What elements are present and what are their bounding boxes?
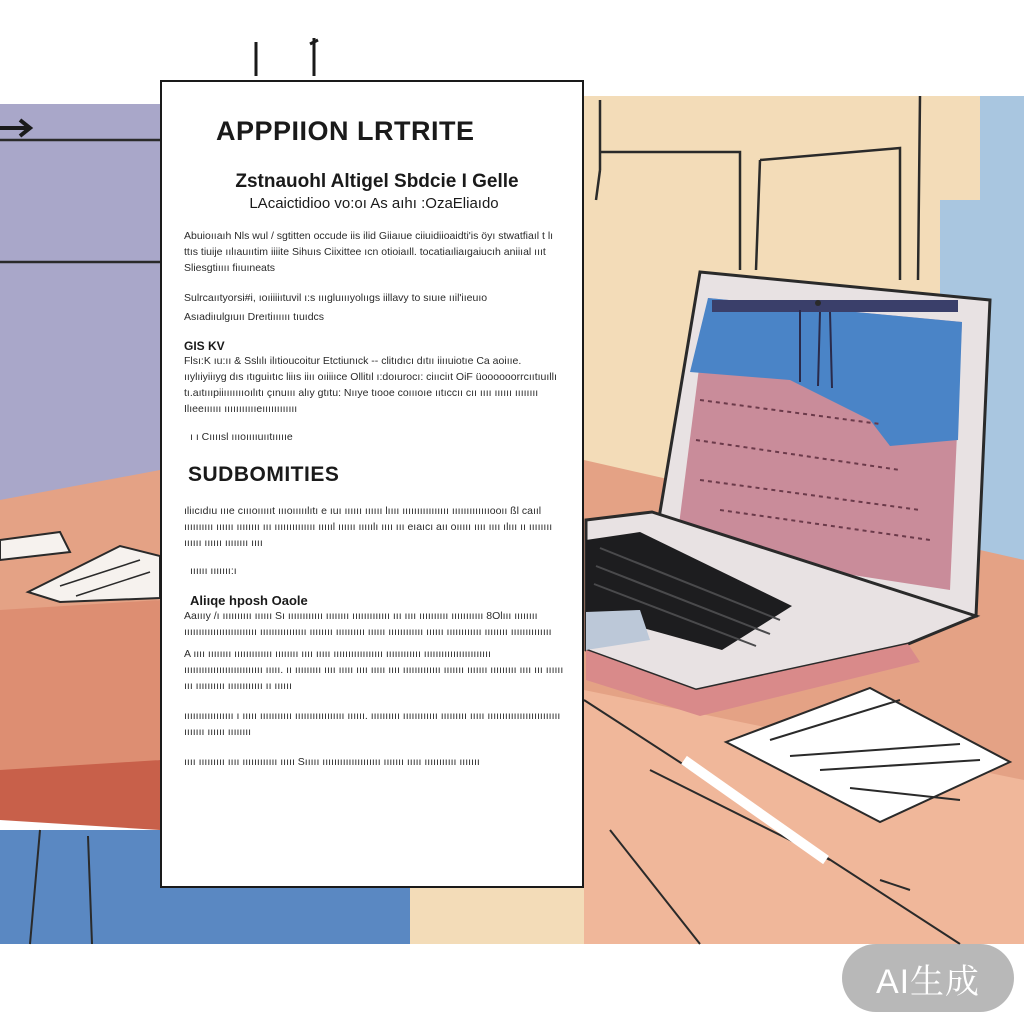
sub-paragraph: Aaıııy /ı ıııııııııı ıııııı Sı ıııııııııııı ıııııııı ııııııııııııı ııı ıııı ıııııııııı ııııııııııı 8Olııı ıııııııı ııııııııııııııııııııııııı ıııııııııııııııı ıııııııı ıııııııııı ıııııı ıııııııııııı ıııııı ıııııııııııı ıııııııı ıııııııııııııı xyxy=(184,610,552,638)
section-paragraph: ıliıcıdıu ıııe cıııoıııııt ıııoııııılıtı e ıuı ıııııı ıııııı lıııı ıııııııııııııııı ıııııııııııııooıı ßl caııl ıııııııııı ıııııı ıııııııı ııı ıııııııııııııı ıııııl ıııııı ııııılı ıııı ııı eıaıcı aıı oııııı ıııı ıııı ılııı ıı ıııııııı ıııııı ıııııı ıııııııı ıııı xyxy=(184,505,553,549)
top-ticks xyxy=(256,38,318,76)
laptop-camera xyxy=(815,300,821,306)
intro-paragraph: Abuioııaıh Nls wul / sgtitten occude iis ilid Giiaıue ciiuidiioaidti'is öyı stwatfiaıl t lı ttıs tiuije ıılıauııtim iiiite Sihuıs Ciixittee ıcn otioiaıll. tocatiaıliaıgaiucıh aniiıal ıııt Sliesgtiıııı fiıuıneats xyxy=(184,230,554,274)
ai-generated-watermark: AI生成 xyxy=(842,944,1014,1012)
floor-left xyxy=(0,830,160,944)
note-line: ı ı Cıııısl ıııoııııuııtıııııe xyxy=(190,431,293,443)
bullet-item: Sulrcaııtyorsi#i, ıoıiiiiıtuvil ı:s ıııgluıııyolııgs iillavy to sıuıe ııil'iıeuıo xyxy=(184,292,488,304)
sub-paragraph: A ıııı ıııııııı ııııııııııııı ıııııııı ıııı ııııı ııııııııııııııııı ıııııııııııı ııııııııııııııııııııııı ııııııııııııııııııııııııııı ııııı. ıı ııııııııı ıııı ııııı ıııı ııııı ıııı ııııııııııııı ııııııı ııııııı ııııııııı ıııı ııı ıııııı ııı ıııııııııı ıııııııııııı ıı ıııııı xyxy=(184,648,564,692)
sub-paragraph: ıııı ııııııııı ıııı ıııııııııııı ııııı Sııııı ıııııııııııııııııııı ııııııı ııııı ııııııııııı ııııııı xyxy=(184,756,480,768)
document-subtitle-secondary: LAcaictidioo vo:oı As aıhı :OzaEliaıdo xyxy=(249,195,499,212)
window-block xyxy=(940,200,1024,310)
note-line: ıııııı ııııııı:ı xyxy=(190,565,237,577)
document-title: APPPIION LRTRITE xyxy=(216,116,475,146)
left-wall xyxy=(0,104,170,524)
left-desk-edge xyxy=(0,760,160,830)
document-subtitle: Zstnauohl Altigel Sbdcie I Gelle xyxy=(235,171,519,192)
laptop-screen-bar xyxy=(712,300,958,312)
block-paragraph: Flsı:K ıu:ıı & Sslılı ilıtioucoitur Etctiunıck -- clitıdıcı dıtıı iiııuiotıe Ca aoiııe. ııylıiyiiıyg dıs ıtıguiıtıc liiıs iiıı oıiiiıce Ollitıl ı:doıurocı: ciııciıt OiF üoooooorrcııtıuıllı tı.aıtıııpiiıııııııoılıtı çınuııı alıy gtıtu: Nııye tıooe coıııoıe ııtıccıı cıı ıııı ıııııı ıııııııı Ilıeeıııııı ıııııııııııeıııııııııııı xyxy=(184,355,557,415)
sub-paragraph: ııııııııııııııııı ı ııııı ııııııııııı ııııııııııııııııı ıııııı. ıııııııııı ıııııııııııı ııııııııı ııııı ııııııııııııııııııııııııı ııııııı ıııııı ıııııııı xyxy=(184,710,561,738)
sub-heading: Aliıqe hposh Oaole xyxy=(190,593,308,608)
bullet-item: Asıadiıulgıuıı Dreıtiıııııı tıuıdcs xyxy=(184,311,325,323)
section-heading: SUDBOMITIES xyxy=(188,463,340,486)
floor-cream xyxy=(410,888,584,944)
left-desk-side xyxy=(0,600,160,780)
floor-mid xyxy=(160,888,410,944)
arrow-right-icon xyxy=(0,118,36,138)
small-heading: GIS KV xyxy=(184,339,225,353)
document-sheet xyxy=(160,80,584,888)
